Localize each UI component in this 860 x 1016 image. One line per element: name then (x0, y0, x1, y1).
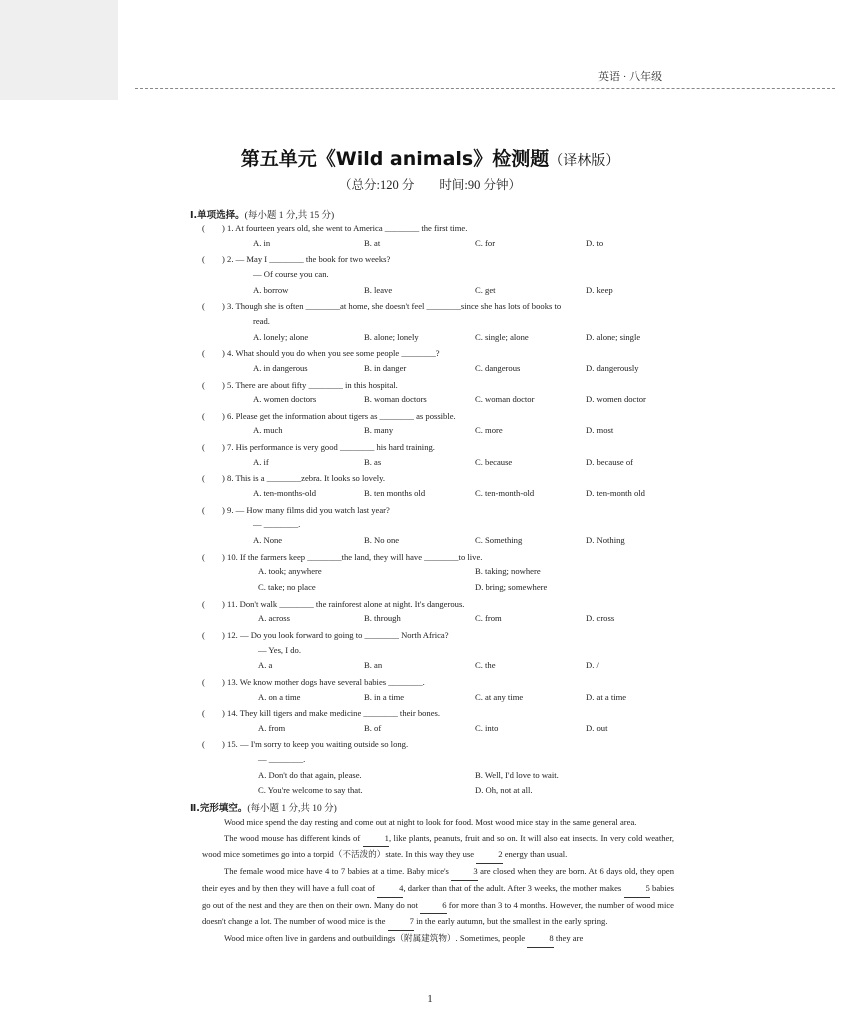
question-9-option-a: A. None (253, 535, 283, 545)
question-3-line: read. (253, 315, 270, 326)
question-4-stem: ( ) 4. What should you do when you see some people ________? (202, 348, 440, 359)
question-10-option-a: A. took; anywhere (258, 566, 322, 577)
question-13-option-b: B. in a time (364, 691, 405, 702)
exam-info: （总分:120 分 时间:90 分钟） (339, 178, 521, 192)
question-5-option-b: B. woman doctors (364, 394, 427, 405)
blank-1: 1 (363, 831, 389, 848)
question-12-stem: ( ) 12. — Do you look forward to going to ________ North Africa? (202, 629, 449, 640)
question-10-stem: ( ) 10. If the farmers keep ________the land, they will have ________to live. (202, 551, 483, 562)
question-2-option-c: C. get (475, 284, 496, 295)
question-5-option-a: A. women doctors (253, 394, 317, 405)
question-14-option-d: D. out (586, 722, 608, 733)
question-13-option-a: A. on a time (258, 691, 301, 702)
question-4-option-b: B. in danger (364, 362, 407, 373)
paragraph-1: Wood mice spend the day resting and come out at night to look for food. Most wood mice stay in the same general area. (224, 817, 637, 827)
blank-5: 5 (624, 881, 650, 898)
question-6-stem: ( ) 6. Please get the information about tigers as ________ as possible. (202, 410, 456, 421)
question-9-line: — ________. (253, 519, 301, 530)
page-edge-shade (0, 0, 118, 100)
question-9-option-d: D. Nothing (586, 535, 625, 545)
question-11-option-b: B. through (364, 613, 401, 624)
question-8-option-b: B. ten months old (364, 488, 426, 499)
question-6-option-b: B. many (364, 425, 394, 436)
question-2-stem: ( ) 2. — May I ________ the book for two weeks? (202, 254, 391, 265)
paragraph-4: Wood mice often live in gardens and outbuildings（附属建筑物）. Sometimes, people 8 they are (202, 931, 674, 948)
question-9-option-c: C. Something (475, 535, 523, 545)
question-8-option-d: D. ten-month old (586, 488, 645, 499)
question-3-stem: ( ) 3. Though she is often ________at home, she doesn't feel ________since she has lots of books to (202, 301, 562, 312)
question-7-option-b: B. as (364, 456, 382, 467)
question-5-option-d: D. women doctor (586, 394, 646, 405)
question-6-option-c: C. more (475, 425, 503, 436)
question-15-option-c: C. You're welcome to say that. (258, 785, 363, 796)
question-4-option-d: D. dangerously (586, 362, 639, 373)
question-1-stem: ( ) 1. At fourteen years old, she went to America ________ the first time. (202, 223, 468, 233)
question-11-option-a: A. across (258, 613, 290, 624)
question-4-option-c: C. dangerous (475, 362, 521, 373)
header-rule (135, 88, 835, 89)
page-title (0, 144, 860, 171)
question-9-option-b: B. No one (364, 535, 400, 545)
question-5-stem: ( ) 5. There are about fifty ________ in this hospital. (202, 379, 398, 390)
question-3-option-a: A. lonely; alone (253, 331, 309, 342)
blank-2: 2 (476, 847, 502, 864)
question-10-option-c: C. take; no place (258, 581, 316, 592)
question-15-option-a: A. Don't do that again, please. (258, 769, 362, 780)
question-5-option-c: C. woman doctor (475, 394, 535, 405)
question-6-option-a: A. much (253, 425, 283, 436)
question-12-option-d: D. / (586, 660, 599, 671)
question-14-option-c: C. into (475, 722, 499, 733)
section-1-heading: Ⅰ.单项选择。(每小题 1 分,共 15 分) (190, 210, 335, 221)
question-14-option-b: B. of (364, 722, 382, 733)
question-7-stem: ( ) 7. His performance is very good ________ his hard training. (202, 442, 435, 453)
question-7-option-c: C. because (475, 456, 513, 467)
question-2-option-a: A. borrow (253, 284, 289, 295)
question-13-option-d: D. at a time (586, 691, 627, 702)
blank-6: 6 (420, 898, 446, 915)
question-8-stem: ( ) 8. This is a ________zebra. It looks so lovely. (202, 473, 386, 484)
title-suffix: （译林版） (549, 153, 620, 169)
question-15-line: — ________. (258, 754, 306, 765)
question-15-stem: ( ) 15. — I'm sorry to keep you waiting outside so long. (202, 739, 409, 750)
paragraph-3: The female wood mice have 4 to 7 babies at a time. Baby mice's 3 are closed when they are born. At 6 days old, they open their eyes and by then they will have a full coat of 4, darker than that of the adult. After 3 weeks, the mother makes 5 babies go out of the nest and they are then on their own. Many do not 6 for more than 3 to 4 months. However, the number of wood mice doesn't change a lot. The number of wood mice is the 7 in the early autumn, but the smallest in the early spring. (202, 864, 674, 931)
question-13-option-c: C. at any time (475, 691, 524, 702)
question-3-option-c: C. single; alone (475, 331, 529, 342)
question-12-line: — Yes, I do. (258, 644, 301, 655)
question-4-option-a: A. in dangerous (253, 362, 308, 373)
question-1-option-b: B. at (364, 237, 381, 248)
question-12-option-a: A. a (258, 660, 273, 671)
question-15-option-b: B. Well, I'd love to wait. (475, 769, 559, 780)
question-15-option-d: D. Oh, not at all. (475, 785, 533, 796)
running-header: 英语 · 八年级 (598, 71, 663, 83)
question-14-stem: ( ) 14. They kill tigers and make medicine ________ their bones. (202, 708, 441, 719)
question-12-option-c: C. the (475, 660, 496, 671)
section-2-heading: Ⅱ.完形填空。(每小题 1 分,共 10 分) (190, 803, 337, 814)
question-1-option-c: C. for (475, 237, 496, 248)
question-14-option-a: A. from (258, 722, 286, 733)
question-3-option-d: D. alone; single (586, 331, 641, 342)
question-10-option-b: B. taking; nowhere (475, 566, 541, 577)
page-number: 1 (427, 993, 433, 1005)
question-6-option-d: D. most (586, 425, 614, 436)
question-11-stem: ( ) 11. Don't walk ________ the rainforest alone at night. It's dangerous. (202, 598, 465, 609)
question-2-option-d: D. keep (586, 284, 613, 295)
cloze-passage (202, 815, 674, 948)
question-8-option-a: A. ten-months-old (253, 488, 317, 499)
question-9-stem: ( ) 9. — How many films did you watch last year? (202, 504, 390, 515)
blank-4: 4 (377, 881, 403, 898)
blank-7: 7 (388, 914, 414, 931)
question-8-option-c: C. ten-month-old (475, 488, 535, 499)
paragraph-2: The wood mouse has different kinds of 1, like plants, peanuts, fruit and so on. It will also eat insects. In very cold weather, wood mice sometimes go into a torpid（不活泼的）state. In this way they use 2 energy than usual. (202, 831, 674, 864)
title-main: 第五单元《Wild animals》检测题 (240, 148, 550, 170)
question-10-option-d: D. bring; somewhere (475, 581, 548, 592)
question-7-option-a: A. if (253, 456, 269, 467)
question-3-option-b: B. alone; lonely (364, 331, 419, 342)
question-1-option-d: D. to (586, 237, 604, 248)
question-2-line: — Of course you can. (253, 268, 329, 279)
question-12-option-b: B. an (364, 660, 383, 671)
question-7-option-d: D. because of (586, 456, 634, 467)
question-13-stem: ( ) 13. We know mother dogs have several babies ________. (202, 676, 425, 687)
blank-8: 8 (527, 931, 553, 948)
blank-3: 3 (451, 864, 477, 881)
question-11-option-c: C. from (475, 613, 502, 624)
question-2-option-b: B. leave (364, 284, 393, 295)
question-1-option-a: A. in (253, 237, 271, 248)
question-11-option-d: D. cross (586, 613, 615, 624)
